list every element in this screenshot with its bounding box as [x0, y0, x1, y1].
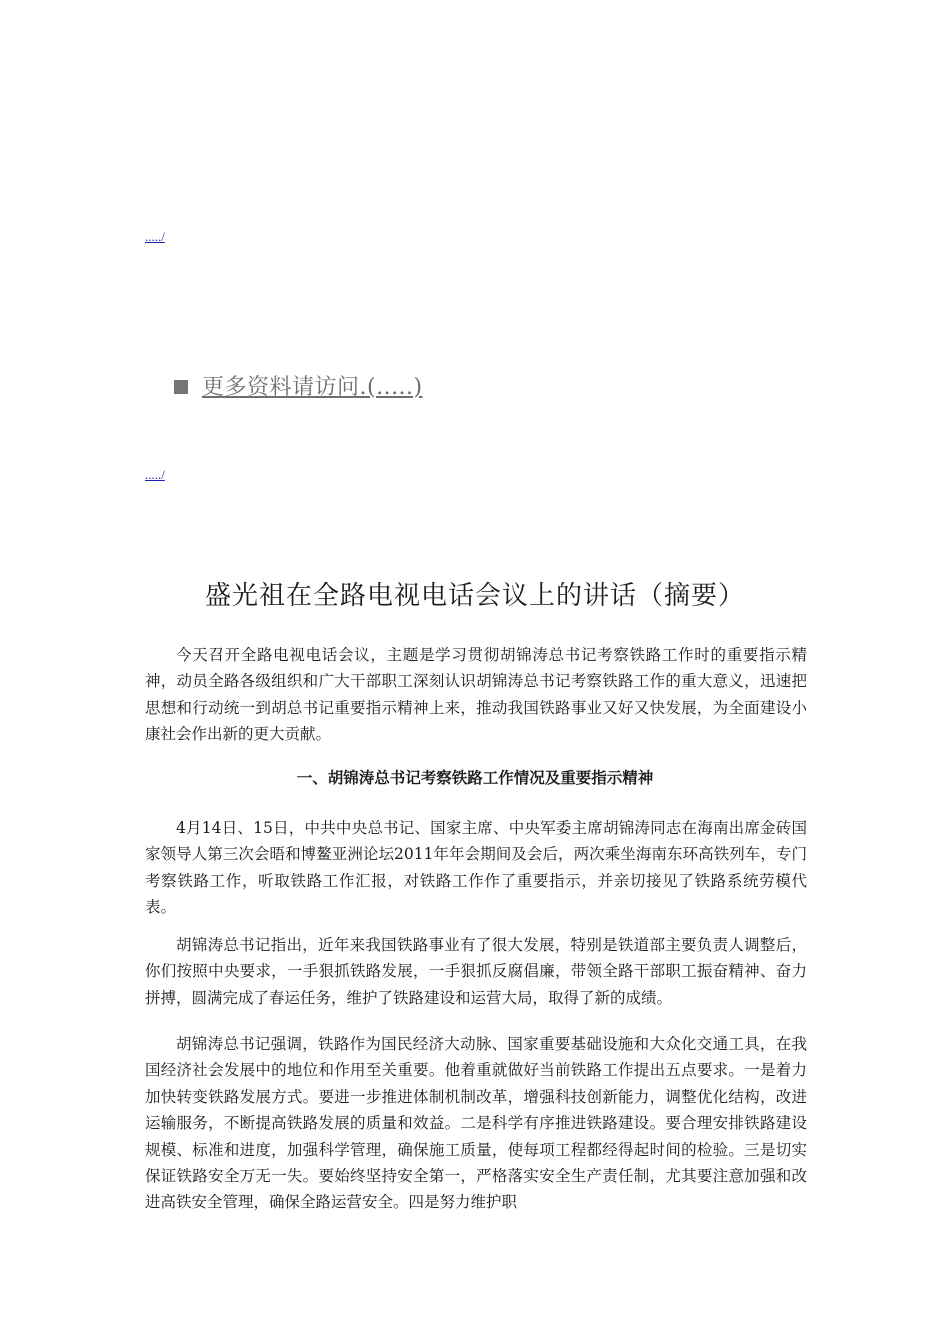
section-heading-1: 一、胡锦涛总书记考察铁路工作情况及重要指示精神 — [296, 769, 654, 787]
more-resources-row — [174, 370, 423, 401]
square-bullet-icon — [174, 380, 188, 394]
mid-link[interactable]: ...../ — [145, 467, 165, 482]
paragraph-intro: 今天召开全路电视电话会议，主题是学习贯彻胡锦涛总书记考察铁路工作时的重要指示精神，动员全路各级组织和广大干部职工深刻认识胡锦涛总书记考察铁路工作的重大意义，迅速把思想和行动统一到胡总书记重要指示精神上来，推动我国铁路事业又好又快发展，为全面建设小康社会作出新的更大贡献。 — [145, 646, 807, 744]
document-title: 盛光祖在全路电视电话会议上的讲话（摘要） — [204, 581, 745, 611]
paragraph-requirements: 胡锦涛总书记强调，铁路作为国民经济大动脉、国家重要基础设施和大众化交通工具，在我国经济社会发展中的地位和作用至关重要。他着重就做好当前铁路工作提出五点要求。一是着力加快转变铁路发展方式。要进一步推进体制机制改革，增强科技创新能力，调整优化结构，改进运输服务，不断提高铁路发展的质量和效益。二是科学有序推进铁路建设。要合理安排铁路建设规模、标准和进度，加强科学管理，确保施工质量，使每项工程都经得起时间的检验。三是切实保证铁路安全万无一失。要始终坚持安全第一，严格落实安全生产责任制，尤其要注意加强和改进高铁安全管理，确保全路运营安全。四是努力维护职 — [145, 1035, 807, 1212]
paragraph-inspection: 4月14日、15日，中共中央总书记、国家主席、中央军委主席胡锦涛同志在海南出席金砖国家领导人第三次会晤和博鳌亚洲论坛2011年年会期间及会后，两次乘坐海南东环高铁列车，专门考察铁路工作，听取铁路工作汇报，对铁路工作作了重要指示，并亲切接见了铁路系统劳模代表。 — [145, 819, 807, 917]
top-link[interactable]: ...../ — [145, 229, 165, 244]
more-resources-link[interactable]: 更多资料请访问.(.....) — [202, 375, 423, 400]
paragraph-remarks: 胡锦涛总书记指出，近年来我国铁路事业有了很大发展，特别是铁道部主要负责人调整后，你们按照中央要求，一手狠抓铁路发展，一手狠抓反腐倡廉，带领全路干部职工振奋精神、奋力拼搏，圆满完成了春运任务，维护了铁路建设和运营大局，取得了新的成绩。 — [145, 936, 807, 1007]
